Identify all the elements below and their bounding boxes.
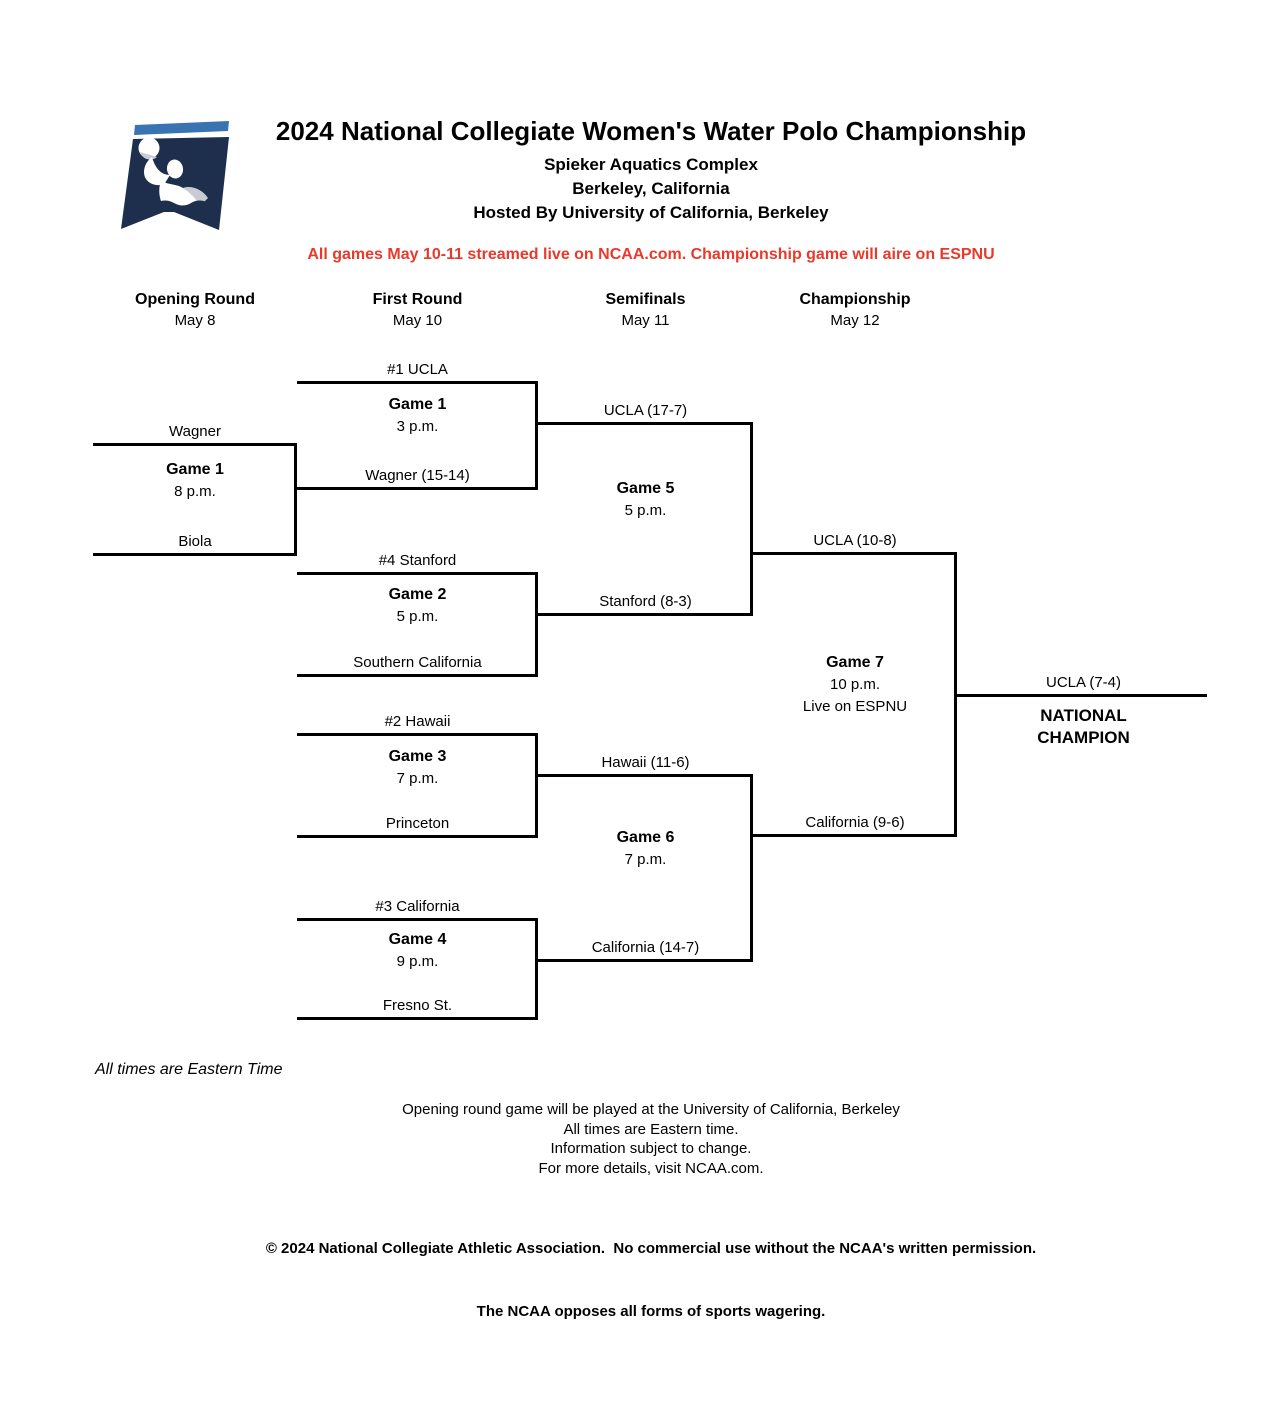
game-title: Game 5: [616, 480, 675, 497]
footer-note-line: Opening round game will be played at the University of California, Berkeley: [402, 1101, 900, 1118]
game-title: Game 1: [388, 396, 447, 413]
round-name: Semifinals: [605, 291, 686, 308]
game-7: [753, 652, 957, 718]
broadcast-note: All games May 10-11 streamed live on NCAA.com. Championship game will aire on ESPNU: [307, 246, 995, 263]
footer-note-line: All times are Eastern time.: [563, 1120, 739, 1138]
line-g1-bottom: [297, 487, 538, 490]
game-time: 10 p.m.: [829, 676, 881, 693]
team-hawaii-g6: Hawaii (11-6): [601, 754, 690, 771]
line-g4-bottom: [297, 1017, 538, 1020]
game-time: 5 p.m.: [624, 502, 667, 519]
line-g6-top: [538, 774, 753, 777]
game-6: [538, 827, 753, 871]
game-title: Game 3: [388, 748, 447, 765]
game-4: [297, 929, 538, 973]
champion-label-line1: NATIONAL: [1040, 706, 1127, 725]
copyright: [8, 1196, 1286, 1364]
copyright-line1: © 2024 National Collegiate Athletic Association. No commercial use without the NCAA's written permission.: [265, 1240, 1037, 1257]
team-ucla-g7: UCLA (10-8): [813, 532, 897, 549]
line-g7-bottom: [753, 834, 957, 837]
team-stanford-seed4: #4 Stanford: [378, 552, 457, 569]
footer-note-line: For more details, visit NCAA.com.: [538, 1159, 764, 1177]
venue-line: Spieker Aquatics Complex: [544, 155, 758, 174]
game-broadcast: Live on ESPNU: [802, 698, 908, 715]
team-california-seed3: #3 California: [375, 898, 460, 915]
game-time: 7 p.m.: [396, 770, 439, 787]
line-g1-top: [297, 381, 538, 384]
game-time: 9 p.m.: [396, 953, 439, 970]
line-champion: [957, 694, 1207, 697]
line-g4-top: [297, 918, 538, 921]
line-g7-top: [753, 552, 957, 555]
game-title: Game 7: [826, 654, 884, 671]
round-name: First Round: [372, 291, 463, 308]
copyright-line2: The NCAA opposes all forms of sports wagering.: [476, 1303, 826, 1320]
line-g3-top: [297, 733, 538, 736]
game-title: Game 1: [166, 461, 224, 478]
game-title: Game 4: [388, 931, 447, 948]
game-time: 5 p.m.: [396, 608, 439, 625]
team-stanford-g5: Stanford (8-3): [599, 593, 692, 610]
round-header-first: [297, 289, 538, 331]
round-header-semifinals: [538, 289, 753, 331]
game-1: [297, 394, 538, 438]
champion-label-line2: CHAMPION: [1037, 728, 1130, 747]
game-time: 8 p.m.: [174, 483, 216, 500]
line-g5-bottom: [538, 613, 753, 616]
game-3: [297, 746, 538, 790]
team-california-g6: California (14-7): [591, 939, 700, 956]
team-ucla-g5: UCLA (17-7): [603, 402, 688, 419]
round-date: May 11: [621, 312, 670, 329]
game-time: 3 p.m.: [396, 418, 439, 435]
line-opening-bottom: [93, 553, 297, 556]
team-wagner-winner: Wagner (15-14): [365, 467, 470, 484]
footer-notes: [8, 1100, 1286, 1178]
team-princeton: Princeton: [385, 815, 450, 832]
line-g6-bottom: [538, 959, 753, 962]
game-title: Game 2: [388, 586, 447, 603]
game-title: Game 6: [616, 829, 675, 846]
team-national-champion: UCLA (7-4): [1045, 674, 1122, 691]
national-champion-label: [957, 705, 1210, 749]
game-5: [538, 478, 753, 522]
host-line: Hosted By University of California, Berkeley: [473, 203, 829, 222]
line-g5-top: [538, 422, 753, 425]
location-line: Berkeley, California: [572, 179, 730, 198]
team-ucla-seed1: #1 UCLA: [387, 361, 448, 378]
footer-note-line: Information subject to change.: [550, 1140, 752, 1157]
game-2: [297, 584, 538, 628]
line-g2-bottom: [297, 674, 538, 677]
line-g2-top: [297, 572, 538, 575]
line-opening-top: [93, 443, 297, 446]
eastern-time-note: All times are Eastern Time: [95, 1061, 283, 1078]
page-title: 2024 National Collegiate Women's Water Polo Championship: [275, 116, 1027, 146]
round-name: Opening Round: [135, 291, 255, 308]
round-header-opening: [93, 289, 297, 331]
round-date: May 12: [830, 312, 880, 329]
team-biola: Biola: [178, 533, 212, 550]
team-southern-california: Southern California: [353, 654, 482, 671]
round-name: Championship: [799, 291, 911, 308]
round-date: May 10: [392, 312, 443, 329]
game-opening: [93, 459, 297, 503]
team-california-g7: California (9-6): [805, 814, 905, 831]
team-wagner: Wagner: [169, 423, 221, 440]
game-time: 7 p.m.: [624, 851, 667, 868]
team-hawaii-seed2: #2 Hawaii: [384, 713, 451, 730]
round-date: May 8: [174, 312, 216, 329]
round-header-championship: [753, 289, 957, 331]
line-g3-bottom: [297, 835, 538, 838]
team-fresno-st: Fresno St.: [382, 997, 453, 1014]
